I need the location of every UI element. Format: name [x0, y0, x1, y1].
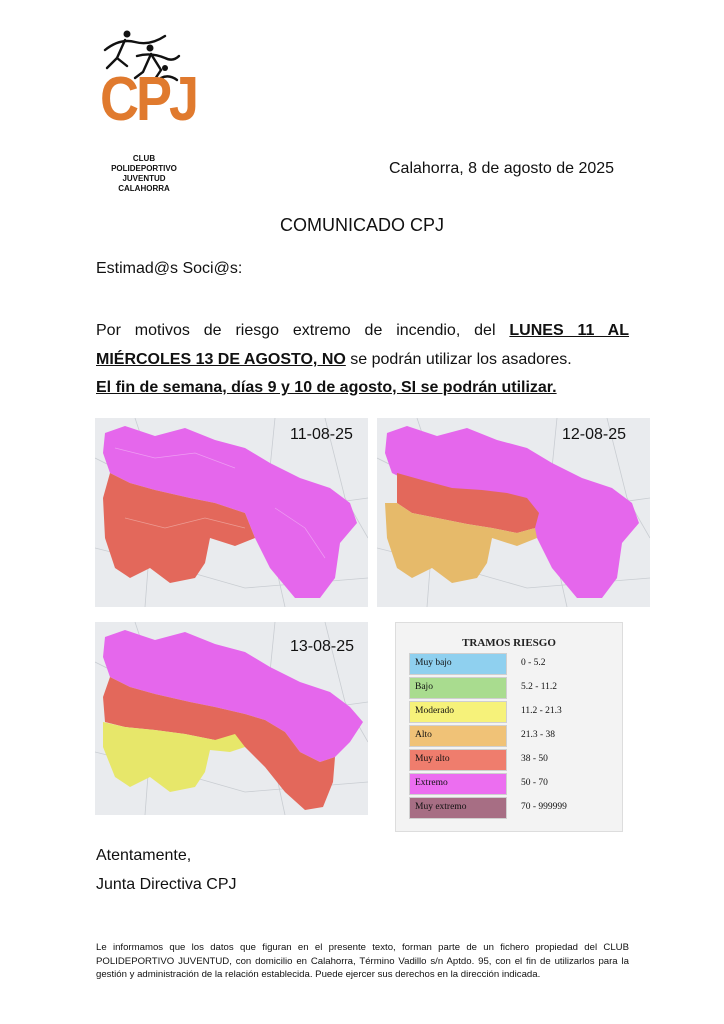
risk-legend-title: TRAMOS RIESGO: [462, 637, 556, 649]
legend-range: 0 - 5.2: [521, 658, 546, 668]
legend-swatch: Moderado: [409, 701, 507, 723]
legend-row: [409, 701, 609, 723]
risk-map-2-graphic: [377, 418, 650, 607]
legend-row: [409, 725, 609, 747]
document-date: Calahorra, 8 de agosto de 2025: [389, 160, 615, 177]
legend-range: 21.3 - 38: [521, 730, 556, 740]
logo-caption-line3: CALAHORRA: [118, 184, 170, 193]
legend-range: 5.2 - 11.2: [521, 682, 558, 692]
legend-swatch: Muy extremo: [409, 797, 507, 819]
legend-range: 50 - 70: [521, 778, 548, 788]
logo-caption: [99, 154, 189, 194]
privacy-footer: Le informamos que los datos que figuran en el presente texto, forman parte de un fichero propiedad del CLUB POLIDEPORTIVO JUVENTUD, con domicilio en Calahorra, Término Vadillo s/n Aptdo. 95, con el fin de utilizarlos para la gestión y administración de la relación establecida. Puede ejercer sus derechos en la dirección indicada.: [96, 942, 629, 980]
risk-map-1: [95, 418, 368, 607]
notice-outro: se podrán utilizar los asadores.: [345, 351, 572, 368]
signature: Junta Directiva CPJ: [96, 876, 237, 893]
legend-row: [409, 797, 609, 819]
notice-dates-emphasis: LUNES 11 AL MIÉRCOLES 13 DE AGOSTO, NO: [96, 322, 630, 368]
risk-map-2-date: 12-08-25: [562, 426, 627, 443]
greeting: Estimad@s Soci@s:: [96, 260, 243, 277]
legend-swatch: Alto: [409, 725, 507, 747]
legend-row: [409, 677, 609, 699]
risk-map-1-date: 11-08-25: [290, 426, 353, 443]
notice-intro: Por motivos de riesgo extremo de incendio, del: [96, 322, 510, 339]
risk-legend: [395, 622, 623, 832]
legend-swatch: Muy bajo: [409, 653, 507, 675]
risk-map-3: [95, 622, 368, 815]
logo-caption-line1: CLUB POLIDEPORTIVO: [111, 154, 177, 173]
weekend-notice: El fin de semana, días 9 y 10 de agosto, SI se podrán utilizar.: [96, 379, 557, 396]
document-heading: COMUNICADO CPJ: [279, 215, 444, 235]
legend-range: 70 - 999999: [521, 802, 567, 812]
legend-swatch: Muy alto: [409, 749, 507, 771]
closing: Atentamente,: [96, 847, 192, 864]
legend-range: 38 - 50: [521, 754, 548, 764]
legend-swatch: Extremo: [409, 773, 507, 795]
risk-map-1-graphic: [95, 418, 368, 607]
legend-row: [409, 653, 609, 675]
legend-row: [409, 773, 609, 795]
notice-paragraph: [96, 316, 629, 374]
legend-row: [409, 749, 609, 771]
logo-caption-line2: JUVENTUD: [122, 174, 166, 183]
legend-range: 11.2 - 21.3: [521, 706, 562, 716]
logo-acronym: CPJ: [100, 64, 197, 134]
legend-swatch: Bajo: [409, 677, 507, 699]
risk-map-2: [377, 418, 650, 607]
risk-map-3-date: 13-08-25: [290, 638, 355, 655]
